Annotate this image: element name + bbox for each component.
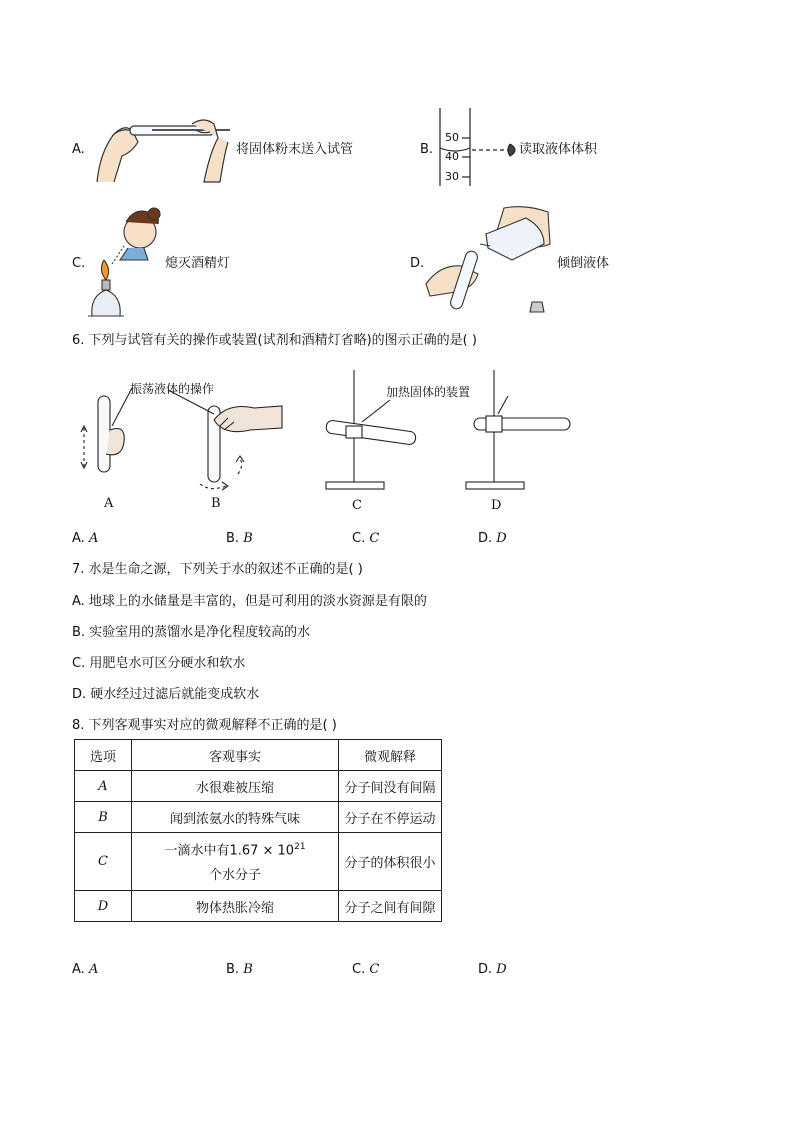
table-header-option: 选项 [75, 740, 132, 771]
q7-option-b[interactable]: B. 实验室用的蒸馏水是净化程度较高的水 [72, 625, 311, 640]
table-cell-fact: 水很难被压缩 [132, 771, 339, 802]
q5-option-a-caption: 将固体粉末送入试管 [236, 142, 354, 157]
q5-option-c-letter: C. [72, 256, 86, 271]
table-row [75, 891, 442, 922]
q8-table [74, 739, 442, 922]
q6-stem: 6. 下列与试管有关的操作或装置(试剂和酒精灯省略)的图示正确的是( ) [72, 333, 477, 348]
q5-option-a-illustration [92, 112, 237, 184]
q5-option-c-illustration [88, 204, 168, 320]
table-cell-explanation: 分子的体积很小 [339, 833, 442, 891]
q5-option-b-caption: 读取液体体积 [519, 142, 598, 157]
q6-label-shake: 振荡液体的操作 [130, 382, 215, 396]
fact-line-1: 一滴水中有1.67 × 10 [164, 843, 295, 859]
table-header-explanation: 微观解释 [339, 740, 442, 771]
table-cell-option: C [75, 833, 132, 891]
q7-option-a[interactable]: A. 地球上的水储量是丰富的，但是可利用的淡水资源是有限的 [72, 594, 427, 609]
q6-figure-letter-b: B [211, 496, 221, 511]
q5-cylinder-tick-30: 30 [445, 170, 459, 183]
table-cell-fact: 物体热胀冷缩 [132, 891, 339, 922]
table-cell-explanation: 分子之间有间隙 [339, 891, 442, 922]
table-row [75, 833, 442, 891]
table-cell-explanation: 分子间没有间隔 [339, 771, 442, 802]
q6-figure-letter-a: A [104, 496, 114, 511]
q5-cylinder-tick-50: 50 [445, 131, 459, 144]
fact-exponent: 21 [294, 842, 306, 853]
table-cell-option: A [75, 771, 132, 802]
q8-option-c[interactable]: C. C [352, 962, 380, 977]
q6-option-d[interactable]: D. D [478, 531, 507, 546]
q8-option-a[interactable]: A. A [72, 962, 99, 977]
q6-option-c[interactable]: C. C [352, 531, 380, 546]
table-row [75, 802, 442, 833]
q7-stem: 7. 水是生命之源，下列关于水的叙述不正确的是( ) [72, 562, 363, 577]
q7-option-c[interactable]: C. 用肥皂水可区分硬水和软水 [72, 656, 246, 671]
q6-figure-letter-c: C [352, 498, 362, 513]
q8-stem: 8. 下列客观事实对应的微观解释不正确的是( ) [72, 718, 337, 733]
q5-cylinder-tick-40: 40 [445, 150, 459, 163]
table-cell-option: D [75, 891, 132, 922]
q5-option-d-illustration [426, 204, 556, 320]
q6-label-heat: 加热固体的装置 [386, 385, 471, 399]
table-row [75, 771, 442, 802]
q7-option-d[interactable]: D. 硬水经过过滤后就能变成软水 [72, 687, 260, 702]
q6-figure-letter-d: D [491, 498, 502, 513]
table-header-row [75, 740, 442, 771]
q6-option-a[interactable]: A. A [72, 531, 99, 546]
q5-option-d-letter: D. [410, 256, 425, 271]
table-cell-explanation: 分子在不停运动 [339, 802, 442, 833]
q5-option-d-caption: 倾倒液体 [557, 256, 610, 271]
table-cell-fact [132, 833, 339, 891]
q6-option-b[interactable]: B. B [226, 531, 253, 546]
table-header-fact: 客观事实 [132, 740, 339, 771]
q8-option-b[interactable]: B. B [226, 962, 253, 977]
q5-option-c-caption: 熄灭酒精灯 [165, 256, 231, 271]
table-cell-fact: 闻到浓氨水的特殊气味 [132, 802, 339, 833]
q5-option-b-letter: B. [420, 142, 434, 157]
q5-option-a-letter: A. [72, 142, 85, 157]
table-cell-option: B [75, 802, 132, 833]
q8-option-d[interactable]: D. D [478, 962, 507, 977]
fact-line-2: 个水分子 [208, 867, 261, 883]
